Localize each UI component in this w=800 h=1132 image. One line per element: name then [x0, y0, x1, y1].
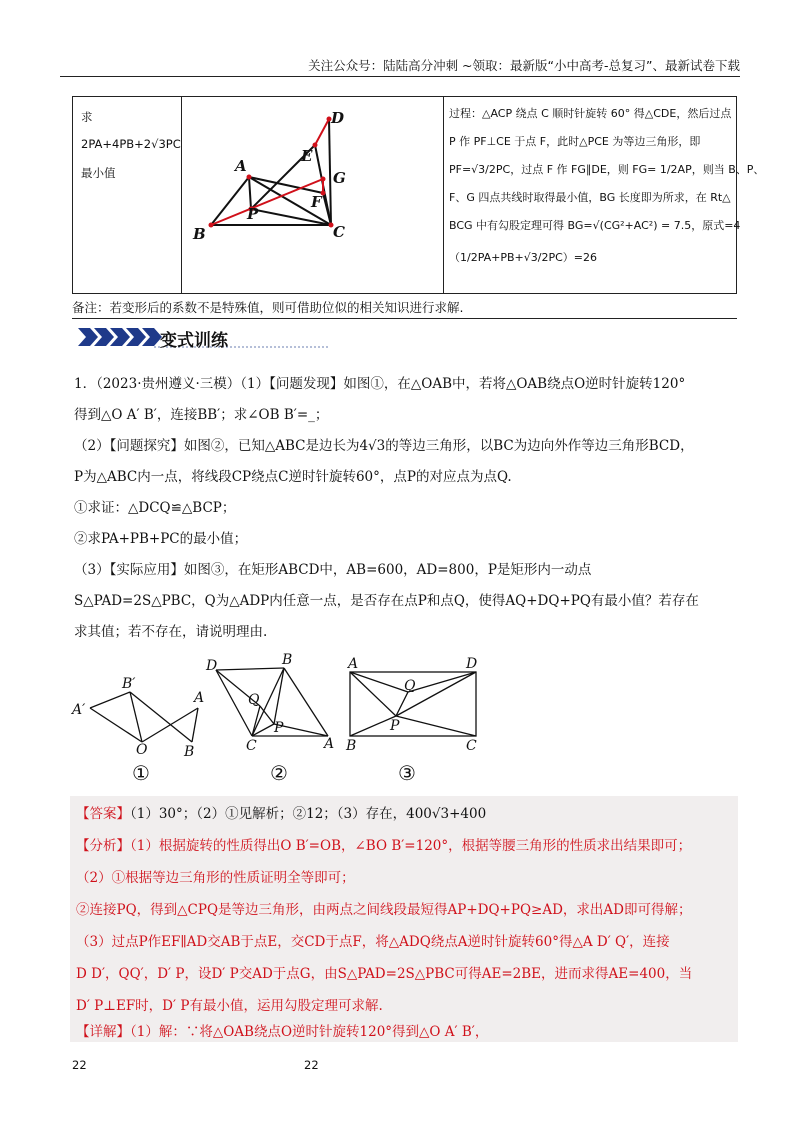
- process-line-5: BCG 中有勾股定理可得 BG=√(CG²+AC²) = 7.5，原式=4: [449, 219, 741, 232]
- target-line-3: 最小值: [81, 166, 116, 180]
- detail-line-1: [76, 1020, 488, 1040]
- fig2-label-Q: Q: [248, 692, 260, 708]
- analysis-line-4: （3）过点P作EF∥AD交AB于点E，交CD于点F，将△ADQ绕点A逆时针旋转60°得△A D′ Q′，连接: [76, 934, 670, 950]
- label-D: D: [331, 109, 345, 127]
- fig1-label-O: O: [136, 742, 148, 758]
- question-line-1: 1．（2023·贵州遵义·三模）（1）【问题发现】如图①，在△OAB中，若将△OAB绕点O逆时针旋转120°: [74, 376, 686, 392]
- fig3-label-Q: Q: [404, 678, 416, 694]
- question-line-6: ②求PA+PB+PC的最小值；: [74, 531, 248, 547]
- process-line-3: PF=√3/2PC，过点 F 作 FG∥DE，则 FG= 1/2AP，则当 B、P、: [449, 163, 765, 176]
- question-line-5: ①求证：△DCQ≌△BCP；: [74, 500, 236, 516]
- fig3-label-B: B: [346, 738, 357, 754]
- table-col-process: [443, 97, 765, 293]
- label-B: B: [193, 225, 206, 243]
- question-line-2: 得到△O A′ B′，连接BB′；求∠OB B′=_；: [74, 407, 329, 423]
- fig2-label-B: B: [282, 652, 293, 668]
- answer-line: [76, 802, 486, 822]
- fig2-label-P: P: [274, 720, 284, 736]
- question-line-4: P为△ABC内一点，将线段CP绕点C逆时针旋转60°，点P的对应点为点Q.: [74, 469, 512, 485]
- question-line-7: （3）【实际应用】如图③，在矩形ABCD中，AB=600，AD=800，P是矩形内一动点: [74, 562, 592, 578]
- fig3-label-D: D: [466, 656, 478, 672]
- answer-tag: 【答案】: [76, 806, 130, 822]
- target-line-1: 求: [81, 110, 93, 124]
- fig3-label-P: P: [390, 718, 400, 734]
- fig1-label-B-prime: B′: [122, 676, 136, 692]
- label-A: A: [235, 157, 247, 175]
- page-header: 关注公众号：陆陆高分冲刺 ~领取：最新版“小中高考-总复习”、最新试卷下载: [308, 58, 740, 73]
- fig3-label-A: A: [348, 656, 359, 672]
- label-C: C: [333, 223, 345, 241]
- fig3-caption: ③: [398, 761, 416, 785]
- page-number-left: 22: [72, 1058, 87, 1072]
- analysis-text-1: （1）根据旋转的性质得出O B′=OB，∠BO B′=120°，根据等腰三角形的性质求出结果即可；: [130, 838, 692, 854]
- question-figures: [70, 650, 740, 790]
- question-line-3: （2）【问题探究】如图②，已知△ABC是边长为4√3的等边三角形，以BC为边向外作等边三角形BCD，: [74, 438, 694, 454]
- process-line-2: P 作 PF⊥CE 于点 F，此时△PCE 为等边三角形，即: [449, 135, 701, 148]
- fig1-label-A-prime: A′: [72, 702, 86, 718]
- analysis-line-2: （2）①根据等边三角形的性质证明全等即可；: [76, 870, 355, 886]
- note-divider: [72, 318, 737, 319]
- rotation-figure: [181, 97, 443, 293]
- analysis-line-5: D D′，QQ′，D′ P，设D′ P交AD于点G，由S△PAD=2S△PBC可得AE=2BE，进而求得AE=400，当: [76, 966, 693, 982]
- analysis-line-3: ②连接PQ，得到△CPQ是等边三角形，由两点之间线段最短得AP+DQ+PQ≥AD，求出AD即可得解；: [76, 902, 692, 918]
- analysis-line-6: D′ P⊥EF时，D′ P有最小值，运用勾股定理可求解.: [76, 998, 383, 1014]
- process-line-1: 过程：△ACP 绕点 C 顺时针旋转 60° 得△CDE，然后过点: [449, 107, 732, 120]
- detail-tag: 【详解】: [76, 1024, 130, 1040]
- table-note: 备注：若变形后的系数不是特殊值，则可借助位似的相关知识进行求解.: [72, 300, 464, 315]
- question-line-8: S△PAD=2S△PBC，Q为△ADP内任意一点，是否存在点P和点Q，使得AQ+DQ+PQ有最小值？若存在: [74, 593, 699, 609]
- analysis-line-1: [76, 834, 691, 854]
- fig2-label-D: D: [206, 658, 218, 674]
- fig1-caption: ①: [132, 761, 150, 785]
- process-line-4: F、G 四点共线时取得最小值，BG 长度即为所求，在 Rt△: [449, 191, 731, 204]
- fig1-label-B: B: [184, 744, 195, 760]
- fig2-label-C: C: [246, 738, 257, 754]
- method-table: [72, 96, 765, 294]
- analysis-tag: 【分析】: [76, 838, 130, 854]
- answer-text: （1）30°；（2）①见解析；②12；（3）存在，400√3+400: [130, 806, 487, 822]
- label-P: P: [247, 205, 259, 223]
- fig2-caption: ②: [270, 761, 288, 785]
- label-G: G: [333, 169, 346, 187]
- target-line-2: 2PA+4PB+2√3PC: [81, 137, 181, 151]
- fig1-label-A: A: [194, 690, 205, 706]
- header-divider: [60, 76, 740, 77]
- detail-text-1: （1）解：∵将△OAB绕点O逆时针旋转120°得到△O A′ B′，: [130, 1024, 489, 1040]
- process-line-6: （1/2PA+PB+√3/2PC）=26: [449, 251, 598, 264]
- fig3-label-C: C: [466, 738, 477, 754]
- section-title: 变式训练: [160, 331, 228, 351]
- fig2-label-A: A: [324, 736, 335, 752]
- question-line-9: 求其值；若不存在，请说明理由.: [74, 624, 268, 640]
- label-E: E: [301, 147, 313, 165]
- table-col-figure: [181, 97, 444, 293]
- page-number-center: 22: [304, 1058, 319, 1072]
- label-F: F: [311, 193, 322, 211]
- table-col-target: [73, 97, 182, 293]
